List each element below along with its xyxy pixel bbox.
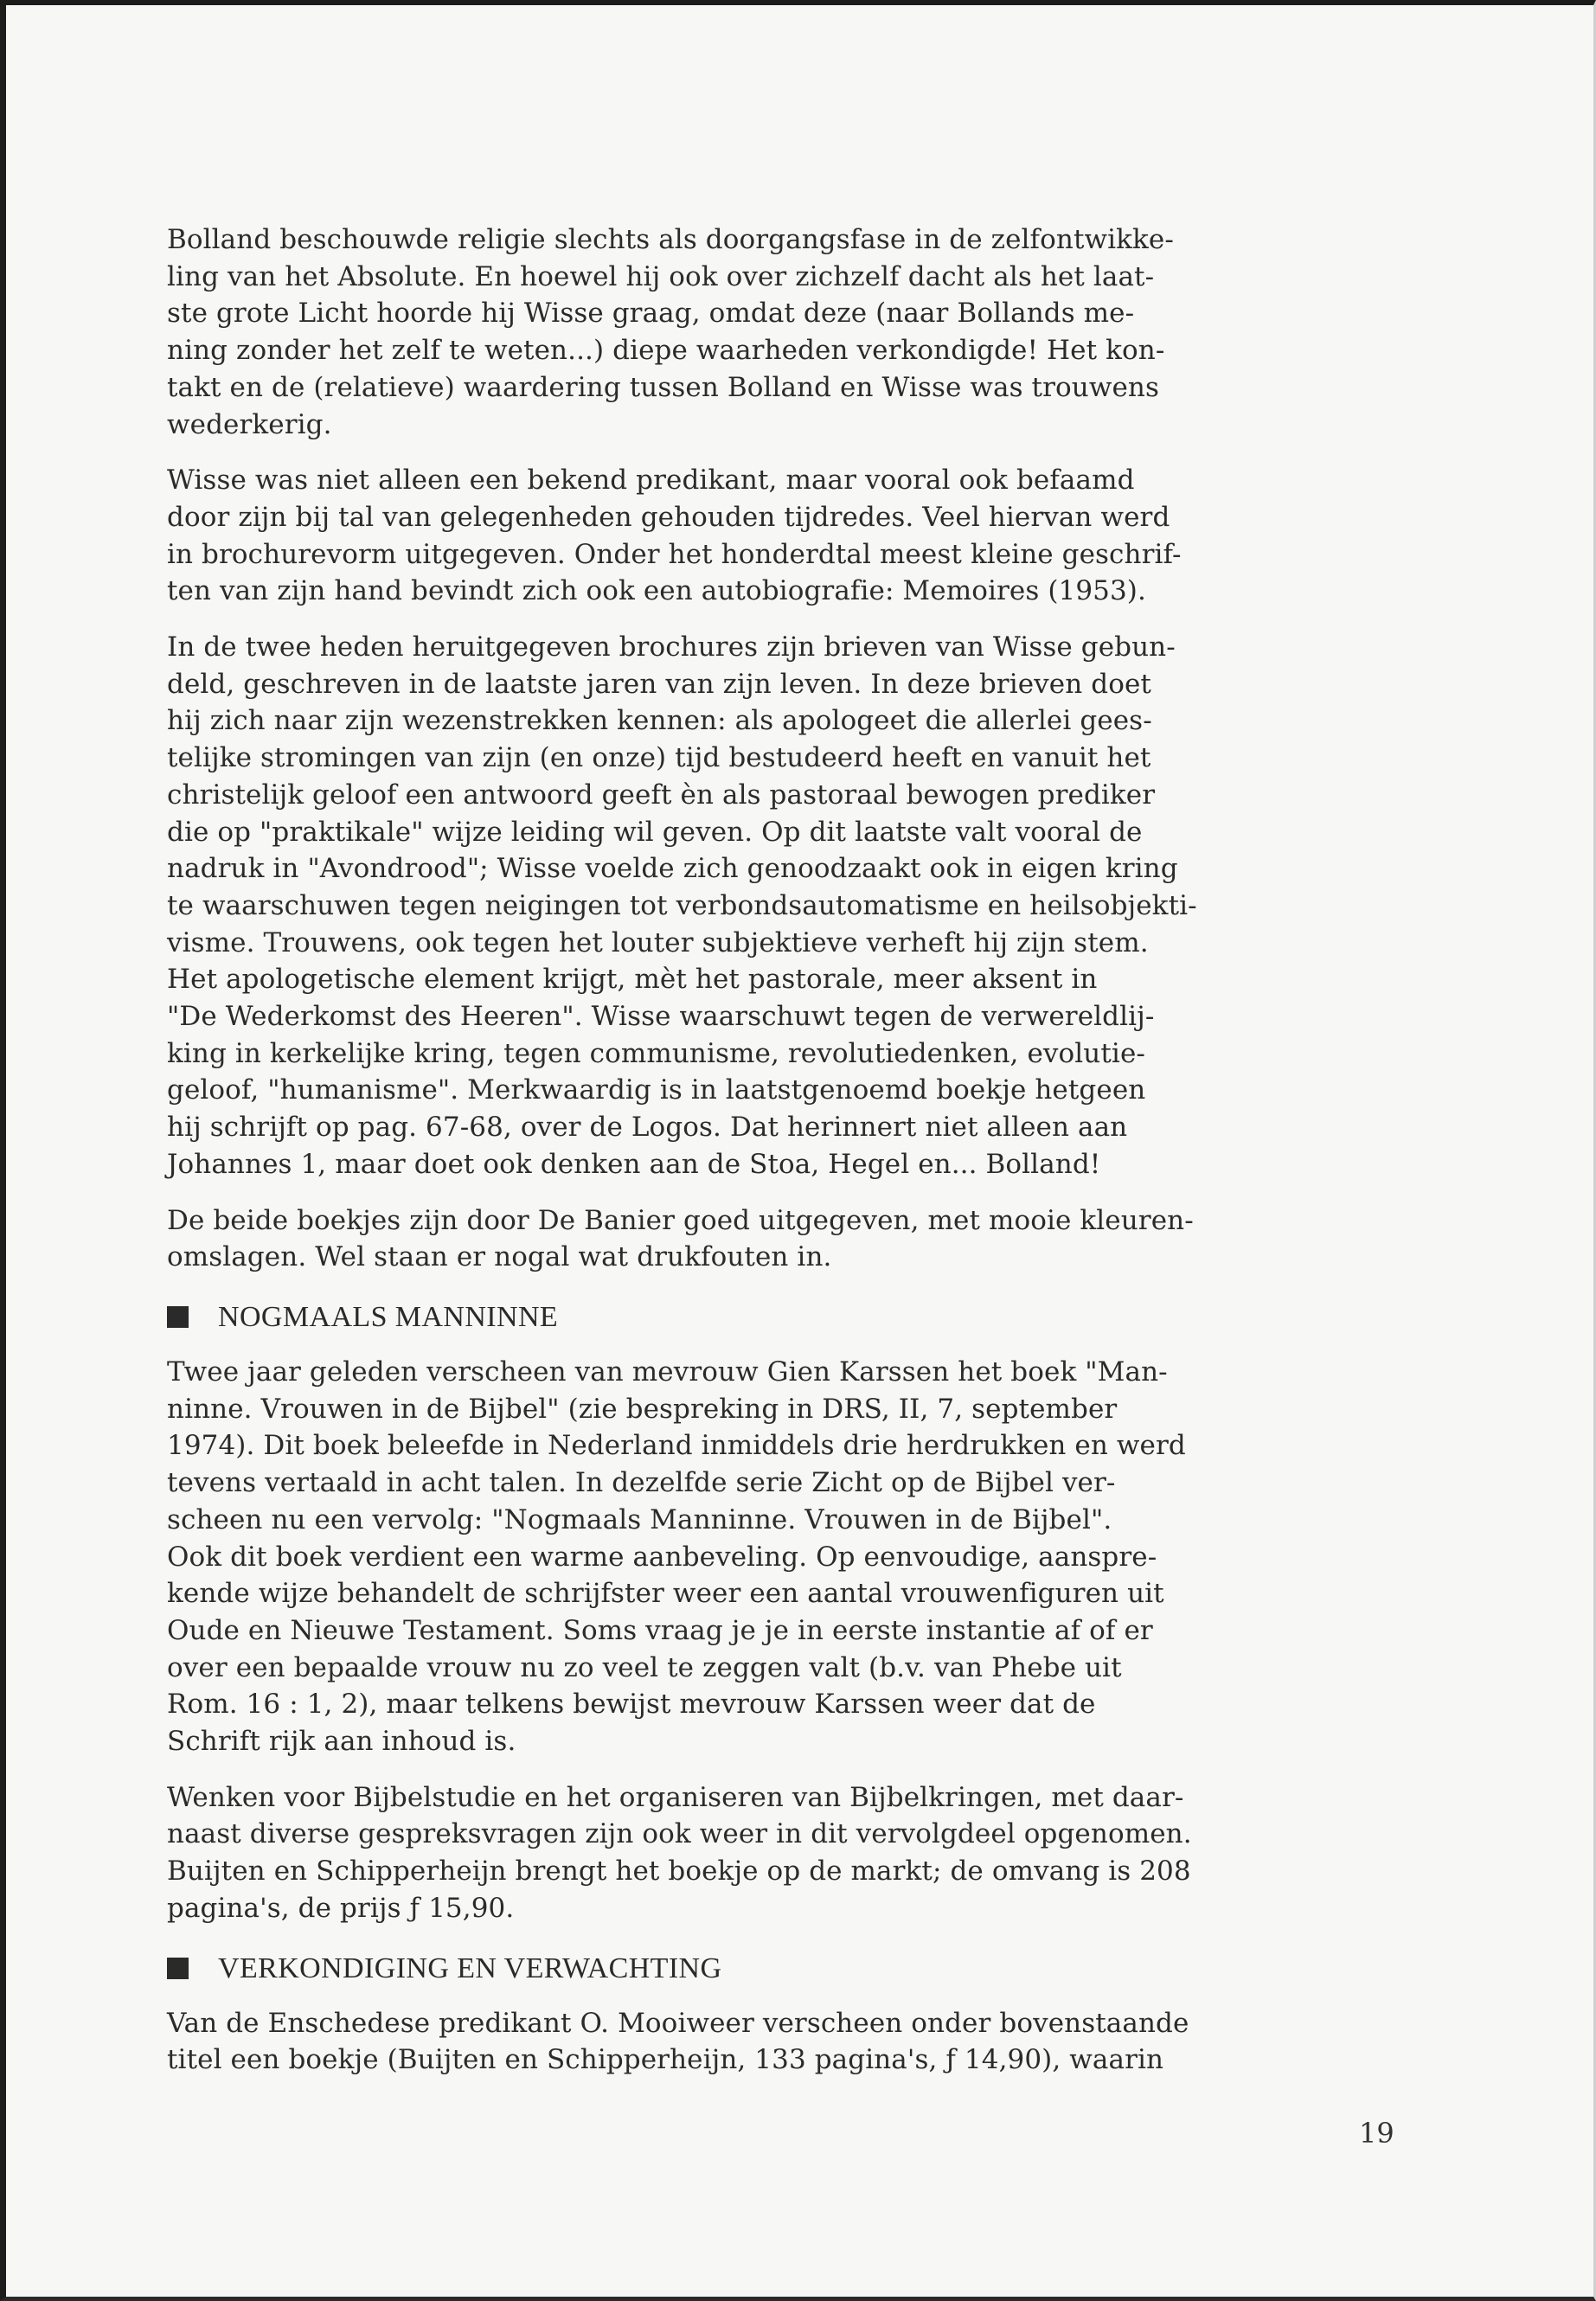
section-heading-text: NOGMAALS MANNINNE	[218, 1300, 559, 1333]
text-line: visme. Trouwens, ook tegen het louter subjektieve verheft hij zijn stem.	[167, 926, 1149, 958]
text-line: Schrift rijk aan inhoud is.	[167, 1726, 516, 1758]
text-line: christelijk geloof een antwoord geeft èn als pastoraal bewogen prediker	[167, 779, 1156, 811]
text-line: Wenken voor Bijbelstudie en het organiseren van Bijbelkringen, met daar-	[167, 1781, 1184, 1813]
section-heading-nogmaals-manninne	[167, 1298, 1413, 1336]
page-number: 19	[1359, 2117, 1394, 2150]
text-line: hij zich naar zijn wezenstrekken kennen: als apologeet die allerlei gees-	[167, 705, 1152, 737]
text-line: over een bepaalde vrouw nu zo veel te zeggen valt (b.v. van Phebe uit	[167, 1651, 1122, 1683]
text-line: Het apologetische element krijgt, mèt het pastorale, meer aksent in	[167, 964, 1098, 996]
text-line: geloof, "humanisme". Merkwaardig is in laatstgenoemd boekje hetgeen	[167, 1074, 1146, 1106]
text-line: Twee jaar geleden verscheen van mevrouw Gien Karssen het boek "Man-	[167, 1356, 1168, 1388]
text-line: te waarschuwen tegen neigingen tot verbondsautomatisme en heilsobjekti-	[167, 889, 1197, 921]
text-line: Ook dit boek verdient een warme aanbeveling. Op eenvoudige, aanspre-	[167, 1541, 1157, 1573]
text-line: kende wijze behandelt de schrijfster weer een aantal vrouwenfiguren uit	[167, 1578, 1164, 1610]
paragraph-de-banier	[167, 1202, 1413, 1276]
text-line: Wisse was niet alleen een bekend predikant, maar vooral ook befaamd	[167, 465, 1135, 497]
text-line: king in kerkelijke kring, tegen communisme, revolutiedenken, evolutie-	[167, 1037, 1145, 1069]
text-line: 1974). Dit boek beleefde in Nederland inmiddels drie herdrukken en werd	[167, 1430, 1186, 1462]
paragraph-mooiweer	[167, 2005, 1413, 2079]
text-line: Van de Enschedese predikant O. Mooiweer verscheen onder bovenstaande	[167, 2007, 1189, 2039]
text-line: titel een boekje (Buijten en Schipperheijn, 133 pagina's, ƒ 14,90), waarin	[167, 2044, 1164, 2076]
text-line: Bolland beschouwde religie slechts als doorgangsfase in de zelfontwikke-	[167, 224, 1174, 255]
square-bullet-icon	[167, 1958, 189, 1979]
text-line: omslagen. Wel staan er nogal wat drukfouten in.	[167, 1241, 832, 1273]
paragraph-wisse-predikant	[167, 462, 1413, 610]
text-line: in brochurevorm uitgegeven. Onder het honderdtal meest kleine geschrif-	[167, 538, 1182, 570]
text-line: die op "praktikale" wijze leiding wil geven. Op dit laatste valt vooral de	[167, 816, 1143, 848]
text-line: De beide boekjes zijn door De Banier goed uitgegeven, met mooie kleuren-	[167, 1204, 1194, 1236]
text-line: tevens vertaald in acht talen. In dezelfde serie Zicht op de Bijbel ver-	[167, 1467, 1116, 1499]
text-line: Oude en Nieuwe Testament. Soms vraag je je in eerste instantie af of er	[167, 1614, 1153, 1646]
page-body	[167, 221, 1413, 2098]
text-line: takt en de (relatieve) waardering tussen Bolland en Wisse was trouwens	[167, 371, 1160, 403]
text-line: "De Wederkomst des Heeren". Wisse waarschuwt tegen de verwereldlij-	[167, 1001, 1155, 1033]
square-bullet-icon	[167, 1306, 189, 1328]
text-line: Johannes 1, maar doet ook denken aan de Stoa, Hegel en... Bolland!	[167, 1148, 1101, 1180]
paragraph-bolland-religion	[167, 221, 1413, 443]
paragraph-bijbelstudie	[167, 1779, 1413, 1927]
text-line: ninne. Vrouwen in de Bijbel" (zie bespreking in DRS, II, 7, september	[167, 1393, 1118, 1425]
text-line: naast diverse gespreksvragen zijn ook weer in dit vervolgdeel opgenomen.	[167, 1818, 1192, 1850]
paragraph-brochures	[167, 629, 1413, 1183]
section-heading-text: VERKONDIGING EN VERWACHTING	[218, 1952, 722, 1984]
text-line: scheen nu een vervolg: "Nogmaals Manninne. Vrouwen in de Bijbel".	[167, 1503, 1112, 1535]
text-line: ning zonder het zelf te weten...) diepe waarheden verkondigde! Het kon-	[167, 335, 1165, 367]
text-line: ling van het Absolute. En hoewel hij ook over zichzelf dacht als het laat-	[167, 260, 1155, 292]
section-heading-verkondiging	[167, 1950, 1413, 1988]
text-line: wederkerig.	[167, 408, 332, 440]
text-line: deld, geschreven in de laatste jaren van zijn leven. In deze brieven doet	[167, 668, 1151, 700]
text-line: pagina's, de prijs ƒ 15,90.	[167, 1892, 515, 1924]
text-line: nadruk in "Avondrood"; Wisse voelde zich genoodzaakt ook in eigen kring	[167, 853, 1178, 885]
paragraph-karssen-book	[167, 1354, 1413, 1760]
text-line: hij schrijft op pag. 67-68, over de Logos. Dat herinnert niet alleen aan	[167, 1112, 1128, 1144]
text-line: In de twee heden heruitgegeven brochures zijn brieven van Wisse gebun-	[167, 631, 1176, 663]
text-line: ste grote Licht hoorde hij Wisse graag, omdat deze (naar Bollands me-	[167, 298, 1135, 330]
text-line: Buijten en Schipperheijn brengt het boekje op de markt; de omvang is 208	[167, 1856, 1191, 1888]
text-line: door zijn bij tal van gelegenheden gehouden tijdredes. Veel hiervan werd	[167, 501, 1170, 533]
text-line: telijke stromingen van zijn (en onze) tijd bestudeerd heeft en vanuit het	[167, 742, 1151, 774]
text-line: Rom. 16 : 1, 2), maar telkens bewijst mevrouw Karssen weer dat de	[167, 1689, 1096, 1721]
text-line: ten van zijn hand bevindt zich ook een autobiografie: Memoires (1953).	[167, 575, 1146, 607]
